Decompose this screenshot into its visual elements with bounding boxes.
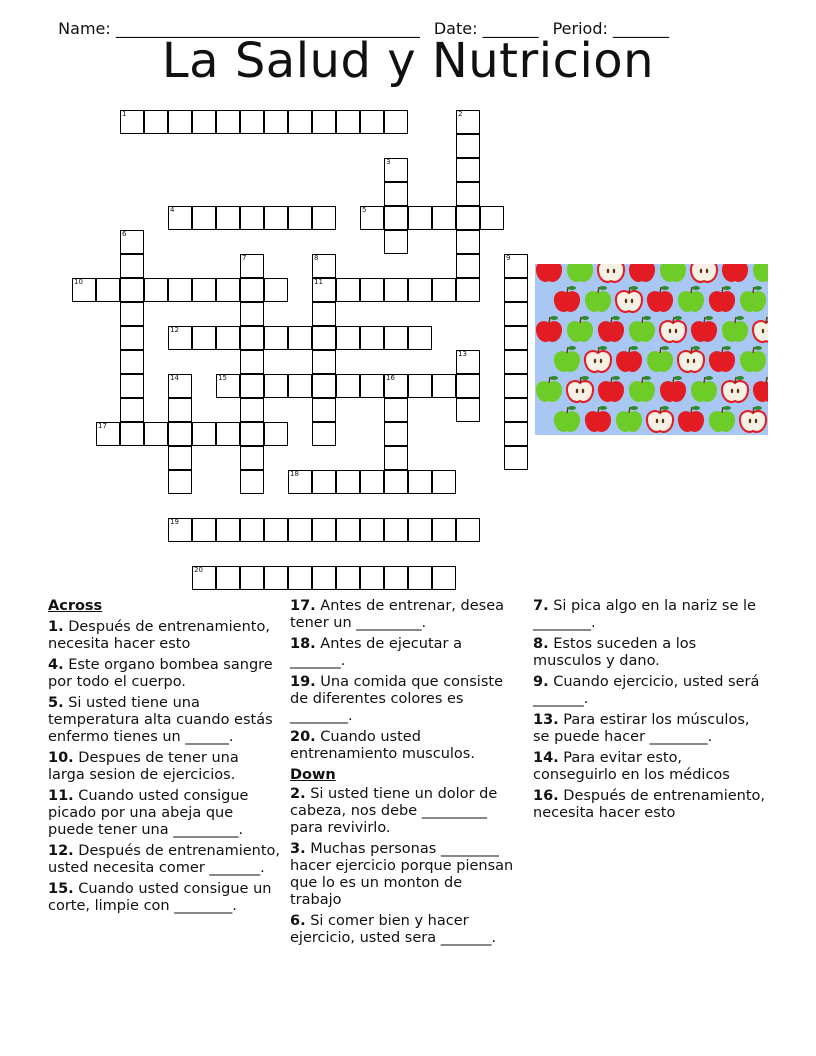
- crossword-cell[interactable]: [240, 422, 264, 446]
- crossword-cell[interactable]: [240, 398, 264, 422]
- crossword-cell[interactable]: [408, 518, 432, 542]
- crossword-cell[interactable]: [312, 422, 336, 446]
- clue-num: 5.: [48, 695, 64, 711]
- apple-icon: [598, 316, 624, 342]
- clue-num: 7.: [533, 598, 549, 614]
- apple-icon: [753, 316, 768, 342]
- crossword-cell[interactable]: [240, 110, 264, 134]
- apple-icon: [554, 406, 580, 432]
- apple-icon: [709, 286, 735, 312]
- clue-text: Estos suceden a los musculos y dano.: [533, 636, 697, 669]
- apple-icon: [554, 286, 580, 312]
- crossword-cell[interactable]: [120, 350, 144, 374]
- apple-icon: [660, 376, 686, 402]
- clue-item: [48, 788, 280, 839]
- apple-icon: [691, 264, 717, 282]
- crossword-cell[interactable]: [432, 374, 456, 398]
- crossword-cell[interactable]: [384, 230, 408, 254]
- crossword-cell[interactable]: [408, 374, 432, 398]
- crossword-cell[interactable]: [384, 326, 408, 350]
- crossword-cell[interactable]: [168, 446, 192, 470]
- clue-text: Para evitar esto, conseguirlo en los médicos: [533, 750, 730, 783]
- crossword-cell[interactable]: [384, 182, 408, 206]
- crossword-cell[interactable]: [504, 422, 528, 446]
- apple-icon: [678, 346, 704, 372]
- crossword-cell[interactable]: [240, 374, 264, 398]
- apple-icon: [740, 406, 766, 432]
- period-field-label[interactable]: Period: _______: [552, 19, 669, 38]
- apple-icon: [585, 406, 611, 432]
- crossword-cell[interactable]: [312, 374, 336, 398]
- crossword-cell[interactable]: [312, 350, 336, 374]
- crossword-cell[interactable]: [192, 326, 216, 350]
- crossword-cell[interactable]: [216, 566, 240, 590]
- crossword-cell[interactable]: [504, 350, 528, 374]
- crossword-cell[interactable]: [288, 206, 312, 230]
- clue-text: Muchas personas ________ hacer ejercicio porque piensan que lo es un monton de trabajo: [290, 841, 514, 908]
- apple-icon: [567, 264, 593, 282]
- crossword-cell[interactable]: [312, 326, 336, 350]
- crossword-cell[interactable]: [360, 470, 384, 494]
- across-heading: Across: [48, 598, 103, 614]
- crossword-cell[interactable]: [264, 422, 288, 446]
- apple-icon: [598, 264, 624, 282]
- crossword-cell[interactable]: [216, 206, 240, 230]
- crossword-cell[interactable]: [288, 470, 312, 494]
- apple-icon: [536, 316, 562, 342]
- crossword-cell[interactable]: [72, 278, 96, 302]
- clue-item: [290, 913, 518, 947]
- clue-num: 11.: [48, 788, 74, 804]
- apple-icon: [660, 264, 686, 282]
- crossword-cell[interactable]: [336, 278, 360, 302]
- apple-icon: [709, 346, 735, 372]
- clue-number: 11: [314, 278, 323, 286]
- crossword-cell[interactable]: [240, 206, 264, 230]
- crossword-cell[interactable]: [384, 278, 408, 302]
- crossword-cell[interactable]: [240, 278, 264, 302]
- crossword-cell[interactable]: [408, 278, 432, 302]
- crossword-cell[interactable]: [168, 206, 192, 230]
- crossword-cell[interactable]: [360, 374, 384, 398]
- clue-number: 10: [74, 278, 83, 286]
- apple-icon: [629, 264, 655, 282]
- crossword-cell[interactable]: [456, 254, 480, 278]
- clue-item: [290, 598, 518, 632]
- clue-item: [533, 788, 767, 822]
- clue-text: Despues de tener una larga sesion de ejercicios.: [48, 750, 239, 783]
- crossword-cell[interactable]: [336, 110, 360, 134]
- crossword-cell[interactable]: [504, 302, 528, 326]
- clue-item: [48, 619, 280, 653]
- clue-num: 3.: [290, 841, 306, 857]
- crossword-cell[interactable]: [360, 326, 384, 350]
- apple-icon: [740, 346, 766, 372]
- crossword-cell[interactable]: [192, 206, 216, 230]
- crossword-cell[interactable]: [336, 470, 360, 494]
- clue-num: 16.: [533, 788, 559, 804]
- crossword-cell[interactable]: [264, 278, 288, 302]
- apple-icon: [567, 316, 593, 342]
- crossword-cell[interactable]: [384, 158, 408, 182]
- crossword-cell[interactable]: [216, 278, 240, 302]
- crossword-cell[interactable]: [168, 470, 192, 494]
- crossword-cell[interactable]: [456, 374, 480, 398]
- crossword-cell[interactable]: [336, 566, 360, 590]
- crossword-cell[interactable]: [456, 206, 480, 230]
- crossword-cell[interactable]: [384, 398, 408, 422]
- crossword-cell[interactable]: [240, 302, 264, 326]
- clue-text: Antes de ejecutar a _______.: [290, 636, 462, 669]
- crossword-cell[interactable]: [408, 326, 432, 350]
- clue-item: [290, 841, 518, 909]
- clue-text: Cuando ejercicio, usted será _______.: [533, 674, 760, 707]
- apple-icon: [629, 376, 655, 402]
- clue-number: 2: [458, 110, 463, 118]
- crossword-cell[interactable]: [96, 278, 120, 302]
- crossword-cell[interactable]: [120, 254, 144, 278]
- crossword-cell[interactable]: [504, 278, 528, 302]
- crossword-cell[interactable]: [312, 302, 336, 326]
- crossword-cell[interactable]: [312, 470, 336, 494]
- crossword-cell[interactable]: [312, 254, 336, 278]
- clue-num: 8.: [533, 636, 549, 652]
- crossword-cell[interactable]: [312, 518, 336, 542]
- clue-item: [290, 786, 518, 837]
- crossword-cell[interactable]: [216, 374, 240, 398]
- crossword-cell[interactable]: [264, 326, 288, 350]
- clue-num: 9.: [533, 674, 549, 690]
- crossword-cell[interactable]: [120, 110, 144, 134]
- crossword-cell[interactable]: [312, 206, 336, 230]
- crossword-cell[interactable]: [504, 374, 528, 398]
- clue-text: Cuando usted consigue un corte, limpie con ________.: [48, 881, 272, 914]
- crossword-cell[interactable]: [360, 110, 384, 134]
- clue-item: [48, 843, 280, 877]
- crossword-cell[interactable]: [432, 278, 456, 302]
- clue-text: Si pica algo en la nariz se le ________.: [533, 598, 756, 631]
- crossword-cell[interactable]: [360, 566, 384, 590]
- clue-item: [290, 674, 518, 725]
- clue-number: 18: [290, 470, 299, 478]
- clue-item: [290, 729, 518, 763]
- clue-num: 4.: [48, 657, 64, 673]
- clue-number: 12: [170, 326, 179, 334]
- apple-icon: [709, 406, 735, 432]
- crossword-cell[interactable]: [168, 278, 192, 302]
- clue-num: 15.: [48, 881, 74, 897]
- apple-icon: [616, 346, 642, 372]
- date-field-label[interactable]: Date: _______: [433, 19, 539, 38]
- crossword-cell[interactable]: [432, 518, 456, 542]
- apple-icon: [585, 286, 611, 312]
- clue-text: Si comer bien y hacer ejercicio, usted sera _______.: [290, 913, 497, 946]
- clue-number: 15: [218, 374, 227, 382]
- clues-column-2: [290, 598, 518, 951]
- crossword-cell[interactable]: [288, 518, 312, 542]
- crossword-cell[interactable]: [168, 110, 192, 134]
- clue-num: 14.: [533, 750, 559, 766]
- apple-icon: [678, 406, 704, 432]
- crossword-cell[interactable]: [432, 566, 456, 590]
- apple-icon: [536, 376, 562, 402]
- apple-icon: [554, 346, 580, 372]
- clue-item: [48, 695, 280, 746]
- page-title: La Salud y Nutricion: [161, 33, 655, 89]
- clue-text: Cuando usted consigue picado por una abeja que puede tener una _________.: [48, 788, 249, 838]
- crossword-cell[interactable]: [192, 518, 216, 542]
- crossword-cell[interactable]: [312, 110, 336, 134]
- apple-icon: [616, 286, 642, 312]
- crossword-cell[interactable]: [264, 518, 288, 542]
- clue-num: 13.: [533, 712, 559, 728]
- crossword-cell[interactable]: [312, 566, 336, 590]
- crossword-cell[interactable]: [456, 158, 480, 182]
- crossword-cell[interactable]: [216, 110, 240, 134]
- clue-num: 18.: [290, 636, 316, 652]
- crossword-cell[interactable]: [456, 134, 480, 158]
- crossword-cell[interactable]: [192, 278, 216, 302]
- apple-icon: [753, 264, 768, 282]
- clue-text: Después de entrenamiento, necesita hacer esto: [533, 788, 766, 821]
- clue-item: [533, 674, 767, 708]
- clue-num: 2.: [290, 786, 306, 802]
- apple-icon: [691, 376, 717, 402]
- apple-icon: [536, 264, 562, 282]
- crossword-cell[interactable]: [120, 422, 144, 446]
- crossword-cell[interactable]: [288, 566, 312, 590]
- clue-item: [290, 636, 518, 670]
- crossword-cell[interactable]: [264, 566, 288, 590]
- crossword-cell[interactable]: [384, 470, 408, 494]
- clue-number: 13: [458, 350, 467, 358]
- crossword-cell[interactable]: [480, 206, 504, 230]
- crossword-cell[interactable]: [264, 374, 288, 398]
- crossword-cell[interactable]: [288, 110, 312, 134]
- crossword-cell[interactable]: [456, 182, 480, 206]
- clue-num: 12.: [48, 843, 74, 859]
- crossword-cell[interactable]: [408, 470, 432, 494]
- crossword-cell[interactable]: [288, 374, 312, 398]
- clue-number: 20: [194, 566, 203, 574]
- crossword-cell[interactable]: [384, 374, 408, 398]
- apple-pattern-icon: [535, 264, 768, 435]
- clues-column-3: [533, 598, 767, 826]
- clue-item: [48, 881, 280, 915]
- crossword-cell[interactable]: [120, 230, 144, 254]
- crossword-cell[interactable]: [168, 398, 192, 422]
- crossword-cell[interactable]: [216, 518, 240, 542]
- crossword-cell[interactable]: [120, 374, 144, 398]
- crossword-cell[interactable]: [96, 422, 120, 446]
- crossword-cell[interactable]: [336, 518, 360, 542]
- crossword-cell[interactable]: [264, 206, 288, 230]
- apple-icon: [722, 376, 748, 402]
- crossword-cell[interactable]: [384, 566, 408, 590]
- crossword-cell[interactable]: [456, 230, 480, 254]
- clue-item: [533, 750, 767, 784]
- crossword-cell[interactable]: [384, 422, 408, 446]
- apple-icon: [722, 264, 748, 282]
- crossword-cell[interactable]: [384, 446, 408, 470]
- clue-text: Una comida que consiste de diferentes colores es ________.: [290, 674, 503, 724]
- crossword-cell[interactable]: [168, 518, 192, 542]
- apple-icon: [616, 406, 642, 432]
- clue-number: 17: [98, 422, 107, 430]
- crossword-cell[interactable]: [168, 374, 192, 398]
- clue-number: 5: [362, 206, 367, 214]
- crossword-cell[interactable]: [120, 398, 144, 422]
- crossword-cell[interactable]: [432, 470, 456, 494]
- clue-num: 17.: [290, 598, 316, 614]
- clue-item: [533, 712, 767, 746]
- crossword-cell[interactable]: [240, 350, 264, 374]
- apple-icon: [629, 316, 655, 342]
- apple-icon: [647, 286, 673, 312]
- clue-number: 3: [386, 158, 391, 166]
- clue-number: 19: [170, 518, 179, 526]
- crossword-cell[interactable]: [360, 518, 384, 542]
- clue-text: Este organo bombea sangre por todo el cuerpo.: [48, 657, 273, 690]
- crossword-cell[interactable]: [504, 254, 528, 278]
- clue-text: Para estirar los músculos, se puede hacer ________.: [533, 712, 750, 745]
- crossword-cell[interactable]: [336, 374, 360, 398]
- apple-icon: [740, 286, 766, 312]
- crossword-cell[interactable]: [240, 254, 264, 278]
- crossword-cell[interactable]: [408, 206, 432, 230]
- clue-num: 19.: [290, 674, 316, 690]
- crossword-cell[interactable]: [456, 398, 480, 422]
- crossword-cell[interactable]: [240, 446, 264, 470]
- crossword-cell[interactable]: [456, 350, 480, 374]
- clue-number: 7: [242, 254, 247, 262]
- clue-text: Si usted tiene una temperatura alta cuando estás enfermo tienes un ______.: [48, 695, 273, 745]
- clue-number: 14: [170, 374, 179, 382]
- crossword-cell[interactable]: [408, 566, 432, 590]
- clue-number: 8: [314, 254, 319, 262]
- crossword-cell[interactable]: [456, 278, 480, 302]
- clue-number: 9: [506, 254, 511, 262]
- clue-text: Si usted tiene un dolor de cabeza, nos debe _________ para revivirlo.: [290, 786, 498, 836]
- apple-icon: [660, 316, 686, 342]
- crossword-cell[interactable]: [144, 110, 168, 134]
- apple-icon: [647, 346, 673, 372]
- crossword-cell[interactable]: [264, 110, 288, 134]
- crossword-cell[interactable]: [432, 206, 456, 230]
- crossword-cell[interactable]: [504, 446, 528, 470]
- crossword-cell[interactable]: [240, 566, 264, 590]
- crossword-cell[interactable]: [120, 326, 144, 350]
- clue-num: 6.: [290, 913, 306, 929]
- clue-item: [48, 657, 280, 691]
- crossword-cell[interactable]: [456, 518, 480, 542]
- clues-column-1: [48, 598, 280, 919]
- crossword-cell[interactable]: [144, 422, 168, 446]
- crossword-cell[interactable]: [192, 110, 216, 134]
- crossword-cell[interactable]: [240, 518, 264, 542]
- clue-text: Cuando usted entrenamiento musculos.: [290, 729, 475, 762]
- crossword-cell[interactable]: [384, 206, 408, 230]
- crossword-cell[interactable]: [360, 206, 384, 230]
- crossword-cell[interactable]: [504, 326, 528, 350]
- apple-icon: [598, 376, 624, 402]
- apple-icon: [585, 346, 611, 372]
- clue-text: Antes de entrenar, desea tener un _________.: [290, 598, 505, 631]
- crossword-cell[interactable]: [192, 422, 216, 446]
- crossword-cell[interactable]: [288, 326, 312, 350]
- crossword-cell[interactable]: [120, 278, 144, 302]
- clue-num: 10.: [48, 750, 74, 766]
- crossword-cell[interactable]: [336, 326, 360, 350]
- apple-icon: [722, 316, 748, 342]
- crossword-cell[interactable]: [384, 518, 408, 542]
- apple-icon: [678, 286, 704, 312]
- apple-icon: [753, 376, 768, 402]
- name-field-label[interactable]: Name: ______________________________________: [58, 19, 420, 38]
- apple-icon: [567, 376, 593, 402]
- crossword-cell[interactable]: [240, 470, 264, 494]
- crossword-cell[interactable]: [168, 326, 192, 350]
- crossword-cell[interactable]: [504, 398, 528, 422]
- clue-item: [48, 750, 280, 784]
- apple-icon: [647, 406, 673, 432]
- crossword-cell[interactable]: [312, 398, 336, 422]
- crossword-cell[interactable]: [120, 302, 144, 326]
- crossword-cell[interactable]: [192, 566, 216, 590]
- crossword-cell[interactable]: [456, 110, 480, 134]
- crossword-cell[interactable]: [144, 278, 168, 302]
- clue-number: 16: [386, 374, 395, 382]
- clue-number: 6: [122, 230, 127, 238]
- clue-item: [533, 636, 767, 670]
- clue-num: 20.: [290, 729, 316, 745]
- clue-number: 4: [170, 206, 175, 214]
- clue-num: 1.: [48, 619, 64, 635]
- apple-icon: [691, 316, 717, 342]
- crossword-cell[interactable]: [384, 110, 408, 134]
- clue-number: 1: [122, 110, 127, 118]
- crossword-cell[interactable]: [216, 422, 240, 446]
- clue-text: Después de entrenamiento, necesita hacer esto: [48, 619, 270, 652]
- crossword-cell[interactable]: [312, 278, 336, 302]
- clue-item: [533, 598, 767, 632]
- crossword-cell[interactable]: [216, 326, 240, 350]
- crossword-cell[interactable]: [360, 278, 384, 302]
- clue-text: Después de entrenamiento, usted necesita comer _______.: [48, 843, 281, 876]
- crossword-cell[interactable]: [168, 422, 192, 446]
- down-heading: Down: [290, 767, 336, 783]
- crossword-cell[interactable]: [240, 326, 264, 350]
